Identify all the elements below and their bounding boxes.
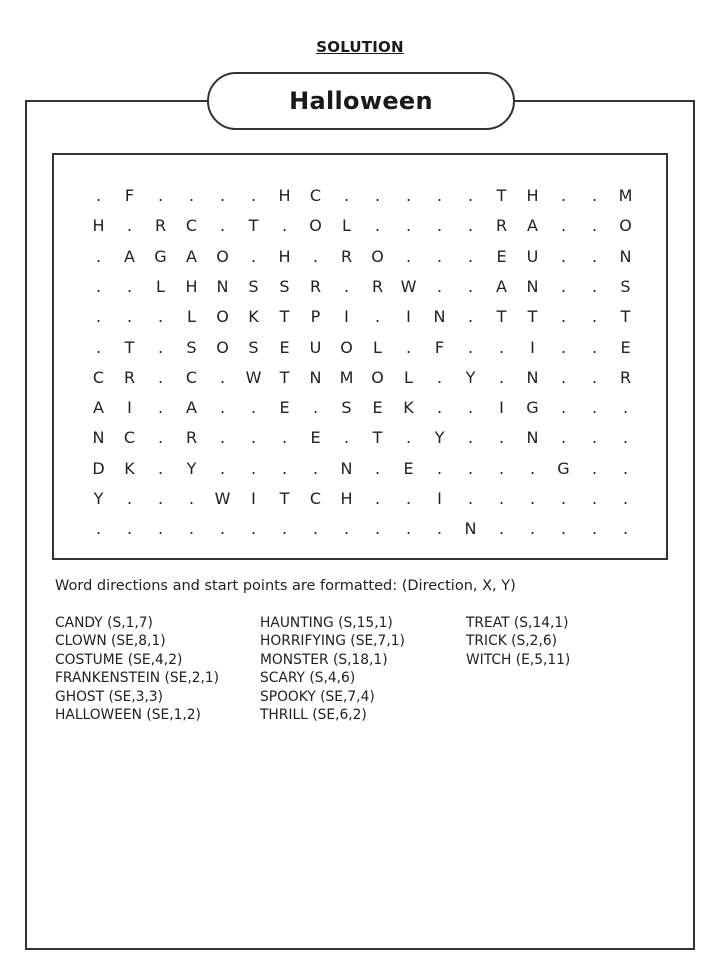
grid-cell: .	[95, 186, 102, 205]
grid-cell: .	[498, 458, 505, 478]
grid-cell: A	[124, 246, 135, 266]
word-entry: HALLOWEEN (SE,1,2)	[55, 707, 201, 724]
grid-cell: E	[279, 398, 290, 418]
word-list-column-1	[55, 614, 219, 724]
grid-cell: .	[312, 519, 319, 539]
grid-cell: .	[467, 186, 474, 205]
grid-cell: .	[95, 519, 102, 539]
grid-cell: .	[591, 216, 598, 236]
directions-note: Word directions and start points are formatted: (Direction, X, Y)	[55, 578, 516, 594]
grid-cell: R	[185, 428, 198, 448]
grid-cell: A	[186, 398, 197, 418]
grid-cell: Y	[93, 489, 104, 508]
word-entry: GHOST (SE,3,3)	[55, 688, 164, 705]
grid-cell: .	[157, 519, 164, 539]
grid-cell: .	[312, 398, 319, 418]
grid-cell: .	[157, 428, 164, 448]
word-list-column-2	[260, 614, 405, 724]
grid-cell: A	[496, 276, 507, 296]
grid-cell: .	[591, 186, 598, 205]
grid-cell: .	[498, 489, 505, 508]
grid-cell: .	[622, 489, 629, 508]
grid-cell: .	[436, 186, 443, 205]
grid-cell: T	[279, 489, 290, 508]
grid-cell: G	[557, 458, 570, 478]
grid-cell: .	[219, 458, 226, 478]
grid-cell: .	[374, 519, 381, 539]
grid-cell: K	[248, 307, 259, 327]
grid-cell: .	[436, 246, 443, 266]
word-list-column-3	[466, 614, 570, 669]
grid-cell: .	[560, 276, 567, 296]
grid-cell: Y	[186, 458, 197, 478]
word-entry: HAUNTING (S,15,1)	[260, 615, 393, 631]
grid-cell: .	[498, 367, 505, 387]
grid-cell: G	[154, 246, 167, 266]
grid-cell: .	[250, 428, 257, 448]
grid-cell: .	[436, 519, 443, 539]
grid-cell: S	[341, 398, 352, 418]
grid-cell: .	[405, 519, 412, 539]
grid-cell: W	[400, 276, 417, 296]
grid-cell: O	[216, 307, 229, 327]
grid-cell: H	[278, 246, 291, 266]
grid-cell: .	[126, 489, 133, 508]
grid-cell: .	[436, 216, 443, 236]
grid-cell: .	[219, 367, 226, 387]
grid-cell: D	[92, 458, 105, 478]
grid-cell: .	[126, 216, 133, 236]
grid-cell: T	[372, 428, 383, 448]
grid-cell: I	[251, 489, 256, 508]
grid-cell: L	[187, 307, 196, 327]
grid-cell: .	[219, 428, 226, 448]
grid-cell: .	[436, 458, 443, 478]
grid-cell: W	[245, 367, 262, 387]
grid-cell: T	[124, 337, 135, 357]
grid-cell: .	[467, 428, 474, 448]
grid-cell: H	[185, 276, 198, 296]
grid-cell: S	[620, 276, 631, 296]
grid-cell: .	[250, 186, 257, 205]
grid-cell: H	[526, 186, 539, 205]
grid-cell: .	[250, 246, 257, 266]
grid-cell: A	[186, 246, 197, 266]
grid-cell: .	[95, 307, 102, 327]
grid-cell: .	[374, 458, 381, 478]
grid-cell: R	[371, 276, 384, 296]
grid-cell: .	[250, 398, 257, 418]
grid-cell: .	[95, 246, 102, 266]
grid-cell: .	[560, 216, 567, 236]
grid-cell: E	[279, 337, 290, 357]
grid-cell: Y	[465, 367, 476, 387]
grid-cell: .	[622, 398, 629, 418]
grid-cell: G	[526, 398, 539, 418]
grid-cell: .	[560, 428, 567, 448]
grid-cell: C	[309, 489, 322, 508]
grid-cell: A	[93, 398, 104, 418]
grid-cell: N	[216, 276, 229, 296]
grid-cell: .	[157, 367, 164, 387]
grid-cell: O	[619, 216, 632, 236]
grid-cell: .	[560, 186, 567, 205]
grid-cell: .	[188, 186, 195, 205]
title-banner	[207, 72, 515, 130]
word-entry: COSTUME (SE,4,2)	[55, 651, 183, 668]
grid-cell: U	[309, 337, 322, 357]
grid-cell: R	[340, 246, 353, 266]
grid-cell: .	[281, 216, 288, 236]
grid-cell: N	[526, 428, 539, 448]
grid-cell: .	[157, 458, 164, 478]
grid-cell: L	[404, 367, 413, 387]
grid-cell: U	[526, 246, 539, 266]
grid-cell: .	[374, 307, 381, 327]
grid-cell: .	[591, 367, 598, 387]
grid-cell: O	[340, 337, 353, 357]
grid-cell: .	[281, 428, 288, 448]
grid-cell: .	[405, 186, 412, 205]
grid-cell: .	[157, 489, 164, 508]
grid-cell: N	[526, 367, 539, 387]
grid-cell: .	[219, 216, 226, 236]
word-entry: TREAT (S,14,1)	[466, 615, 569, 631]
grid-cell: M	[339, 367, 354, 387]
grid-cell: L	[156, 276, 165, 296]
grid-cell: .	[405, 246, 412, 266]
grid-cell: K	[124, 458, 135, 478]
grid-cell: I	[127, 398, 132, 418]
grid-cell: N	[464, 519, 477, 539]
grid-cell: .	[467, 216, 474, 236]
grid-cell: S	[248, 337, 259, 357]
grid-cell: N	[340, 458, 353, 478]
grid-cell: .	[498, 337, 505, 357]
grid-cell: .	[312, 458, 319, 478]
grid-cell: .	[591, 276, 598, 296]
grid-cell: .	[622, 519, 629, 539]
grid-cell: R	[154, 216, 167, 236]
grid-cell: R	[123, 367, 136, 387]
puzzle-title: Halloween	[289, 87, 433, 115]
grid-cell: .	[560, 489, 567, 508]
grid-cell: E	[372, 398, 383, 418]
grid-cell: T	[496, 186, 507, 205]
grid-cell: .	[95, 276, 102, 296]
grid-cell: R	[495, 216, 508, 236]
grid-cell: T	[279, 367, 290, 387]
word-entry: SPOOKY (SE,7,4)	[260, 688, 375, 705]
grid-cell: .	[219, 398, 226, 418]
grid-cell: O	[309, 216, 322, 236]
grid-cell: .	[126, 519, 133, 539]
grid-cell: L	[373, 337, 382, 357]
grid-cell: .	[188, 489, 195, 508]
grid-cell: .	[405, 337, 412, 357]
grid-cell: .	[467, 307, 474, 327]
grid-cell: C	[92, 367, 105, 387]
grid-cell: C	[185, 367, 198, 387]
grid-cell: .	[498, 519, 505, 539]
grid-cell: .	[591, 398, 598, 418]
grid-cell: .	[467, 489, 474, 508]
grid-cell: .	[126, 307, 133, 327]
grid-cell: H	[278, 186, 291, 205]
grid-cell: E	[496, 246, 507, 266]
grid-cell: .	[467, 337, 474, 357]
grid-cell: .	[591, 337, 598, 357]
grid-cell: N	[92, 428, 105, 448]
grid-cell: T	[248, 216, 259, 236]
word-entry: FRANKENSTEIN (SE,2,1)	[55, 670, 220, 687]
grid-cell: C	[123, 428, 136, 448]
grid-cell: .	[374, 216, 381, 236]
grid-cell: .	[591, 246, 598, 266]
grid-cell: .	[591, 489, 598, 508]
grid-cell: F	[124, 186, 135, 205]
grid-cell: .	[405, 489, 412, 508]
grid-cell: .	[405, 428, 412, 448]
grid-cell: .	[560, 398, 567, 418]
grid-cell: .	[467, 398, 474, 418]
grid-cell: S	[248, 276, 259, 296]
grid-cell: .	[312, 246, 319, 266]
grid-cell: .	[281, 458, 288, 478]
grid-cell: R	[309, 276, 322, 296]
grid-cell: K	[403, 398, 414, 418]
grid-cell: .	[374, 489, 381, 508]
grid-cell: .	[126, 276, 133, 296]
solution-label: SOLUTION	[316, 38, 404, 56]
grid-cell: A	[527, 216, 538, 236]
grid-cell: .	[157, 186, 164, 205]
grid-cell: .	[157, 307, 164, 327]
grid-cell: .	[467, 276, 474, 296]
grid-cell: S	[186, 337, 197, 357]
grid-cell: .	[250, 458, 257, 478]
grid-cell: O	[371, 246, 384, 266]
grid-cell: I	[406, 307, 411, 327]
grid-cell: O	[371, 367, 384, 387]
grid-cell: .	[467, 458, 474, 478]
grid-cell: .	[343, 186, 350, 205]
grid-cell: I	[344, 307, 349, 327]
grid-cell: .	[560, 246, 567, 266]
grid-cell: .	[591, 458, 598, 478]
grid-cell: E	[620, 337, 631, 357]
grid-cell: I	[530, 337, 535, 357]
grid-cell: .	[622, 428, 629, 448]
grid-cell: T	[620, 307, 631, 327]
grid-cell: .	[343, 519, 350, 539]
grid-cell: I	[499, 398, 504, 418]
grid-cell: C	[185, 216, 198, 236]
grid-cell: C	[309, 186, 322, 205]
grid-cell: N	[309, 367, 322, 387]
grid-cell: .	[529, 519, 536, 539]
word-entry: WITCH (E,5,11)	[466, 651, 571, 668]
grid-cell: .	[374, 186, 381, 205]
grid-cell: .	[343, 428, 350, 448]
grid-cell: E	[403, 458, 414, 478]
grid-cell: .	[281, 519, 288, 539]
word-entry: HORRIFYING (SE,7,1)	[260, 633, 405, 650]
grid-cell: .	[157, 398, 164, 418]
grid-cell: L	[342, 216, 351, 236]
grid-cell: .	[436, 398, 443, 418]
grid-cell: .	[560, 307, 567, 327]
grid-cell: .	[219, 519, 226, 539]
grid-cell: O	[216, 246, 229, 266]
grid-cell: .	[188, 519, 195, 539]
grid-cell: .	[560, 337, 567, 357]
grid-cell: T	[527, 307, 538, 327]
grid-cell: N	[526, 276, 539, 296]
grid-cell: S	[279, 276, 290, 296]
grid-cell: T	[496, 307, 507, 327]
grid-cell: .	[591, 428, 598, 448]
grid-cell: O	[216, 337, 229, 357]
grid-cell: Y	[434, 428, 445, 448]
grid-cell: .	[250, 519, 257, 539]
grid-cell: N	[619, 246, 632, 266]
grid-cell: .	[622, 458, 629, 478]
grid-cell: .	[529, 458, 536, 478]
grid-cell: .	[405, 216, 412, 236]
grid-cell: .	[343, 276, 350, 296]
grid-cell: .	[498, 428, 505, 448]
grid-cell: W	[214, 489, 231, 508]
grid-cell: .	[219, 186, 226, 205]
word-entry: CANDY (S,1,7)	[55, 615, 153, 631]
word-entry: TRICK (S,2,6)	[466, 633, 558, 650]
grid-cell: M	[618, 186, 633, 205]
word-entry: MONSTER (S,18,1)	[260, 651, 388, 668]
grid-cell: .	[591, 519, 598, 539]
word-entry: SCARY (S,4,6)	[260, 670, 356, 687]
grid-cell: .	[157, 337, 164, 357]
grid-cell: .	[95, 337, 102, 357]
grid-cell: H	[92, 216, 105, 236]
grid-cell: .	[560, 367, 567, 387]
grid-cell: .	[591, 307, 598, 327]
grid-cell: .	[560, 519, 567, 539]
grid-cell: .	[436, 367, 443, 387]
grid-cell: .	[436, 276, 443, 296]
grid-cell: F	[434, 337, 445, 357]
grid-cell: N	[433, 307, 446, 327]
grid-cell: .	[529, 489, 536, 508]
word-entry: THRILL (SE,6,2)	[260, 707, 367, 724]
grid-cell: R	[619, 367, 632, 387]
word-entry: CLOWN (SE,8,1)	[55, 633, 166, 650]
grid-cell: I	[437, 489, 442, 508]
grid-cell: .	[467, 246, 474, 266]
grid-cell: H	[340, 489, 353, 508]
grid-cell: E	[310, 428, 321, 448]
grid-cell: P	[310, 307, 321, 327]
grid-cell: T	[279, 307, 290, 327]
